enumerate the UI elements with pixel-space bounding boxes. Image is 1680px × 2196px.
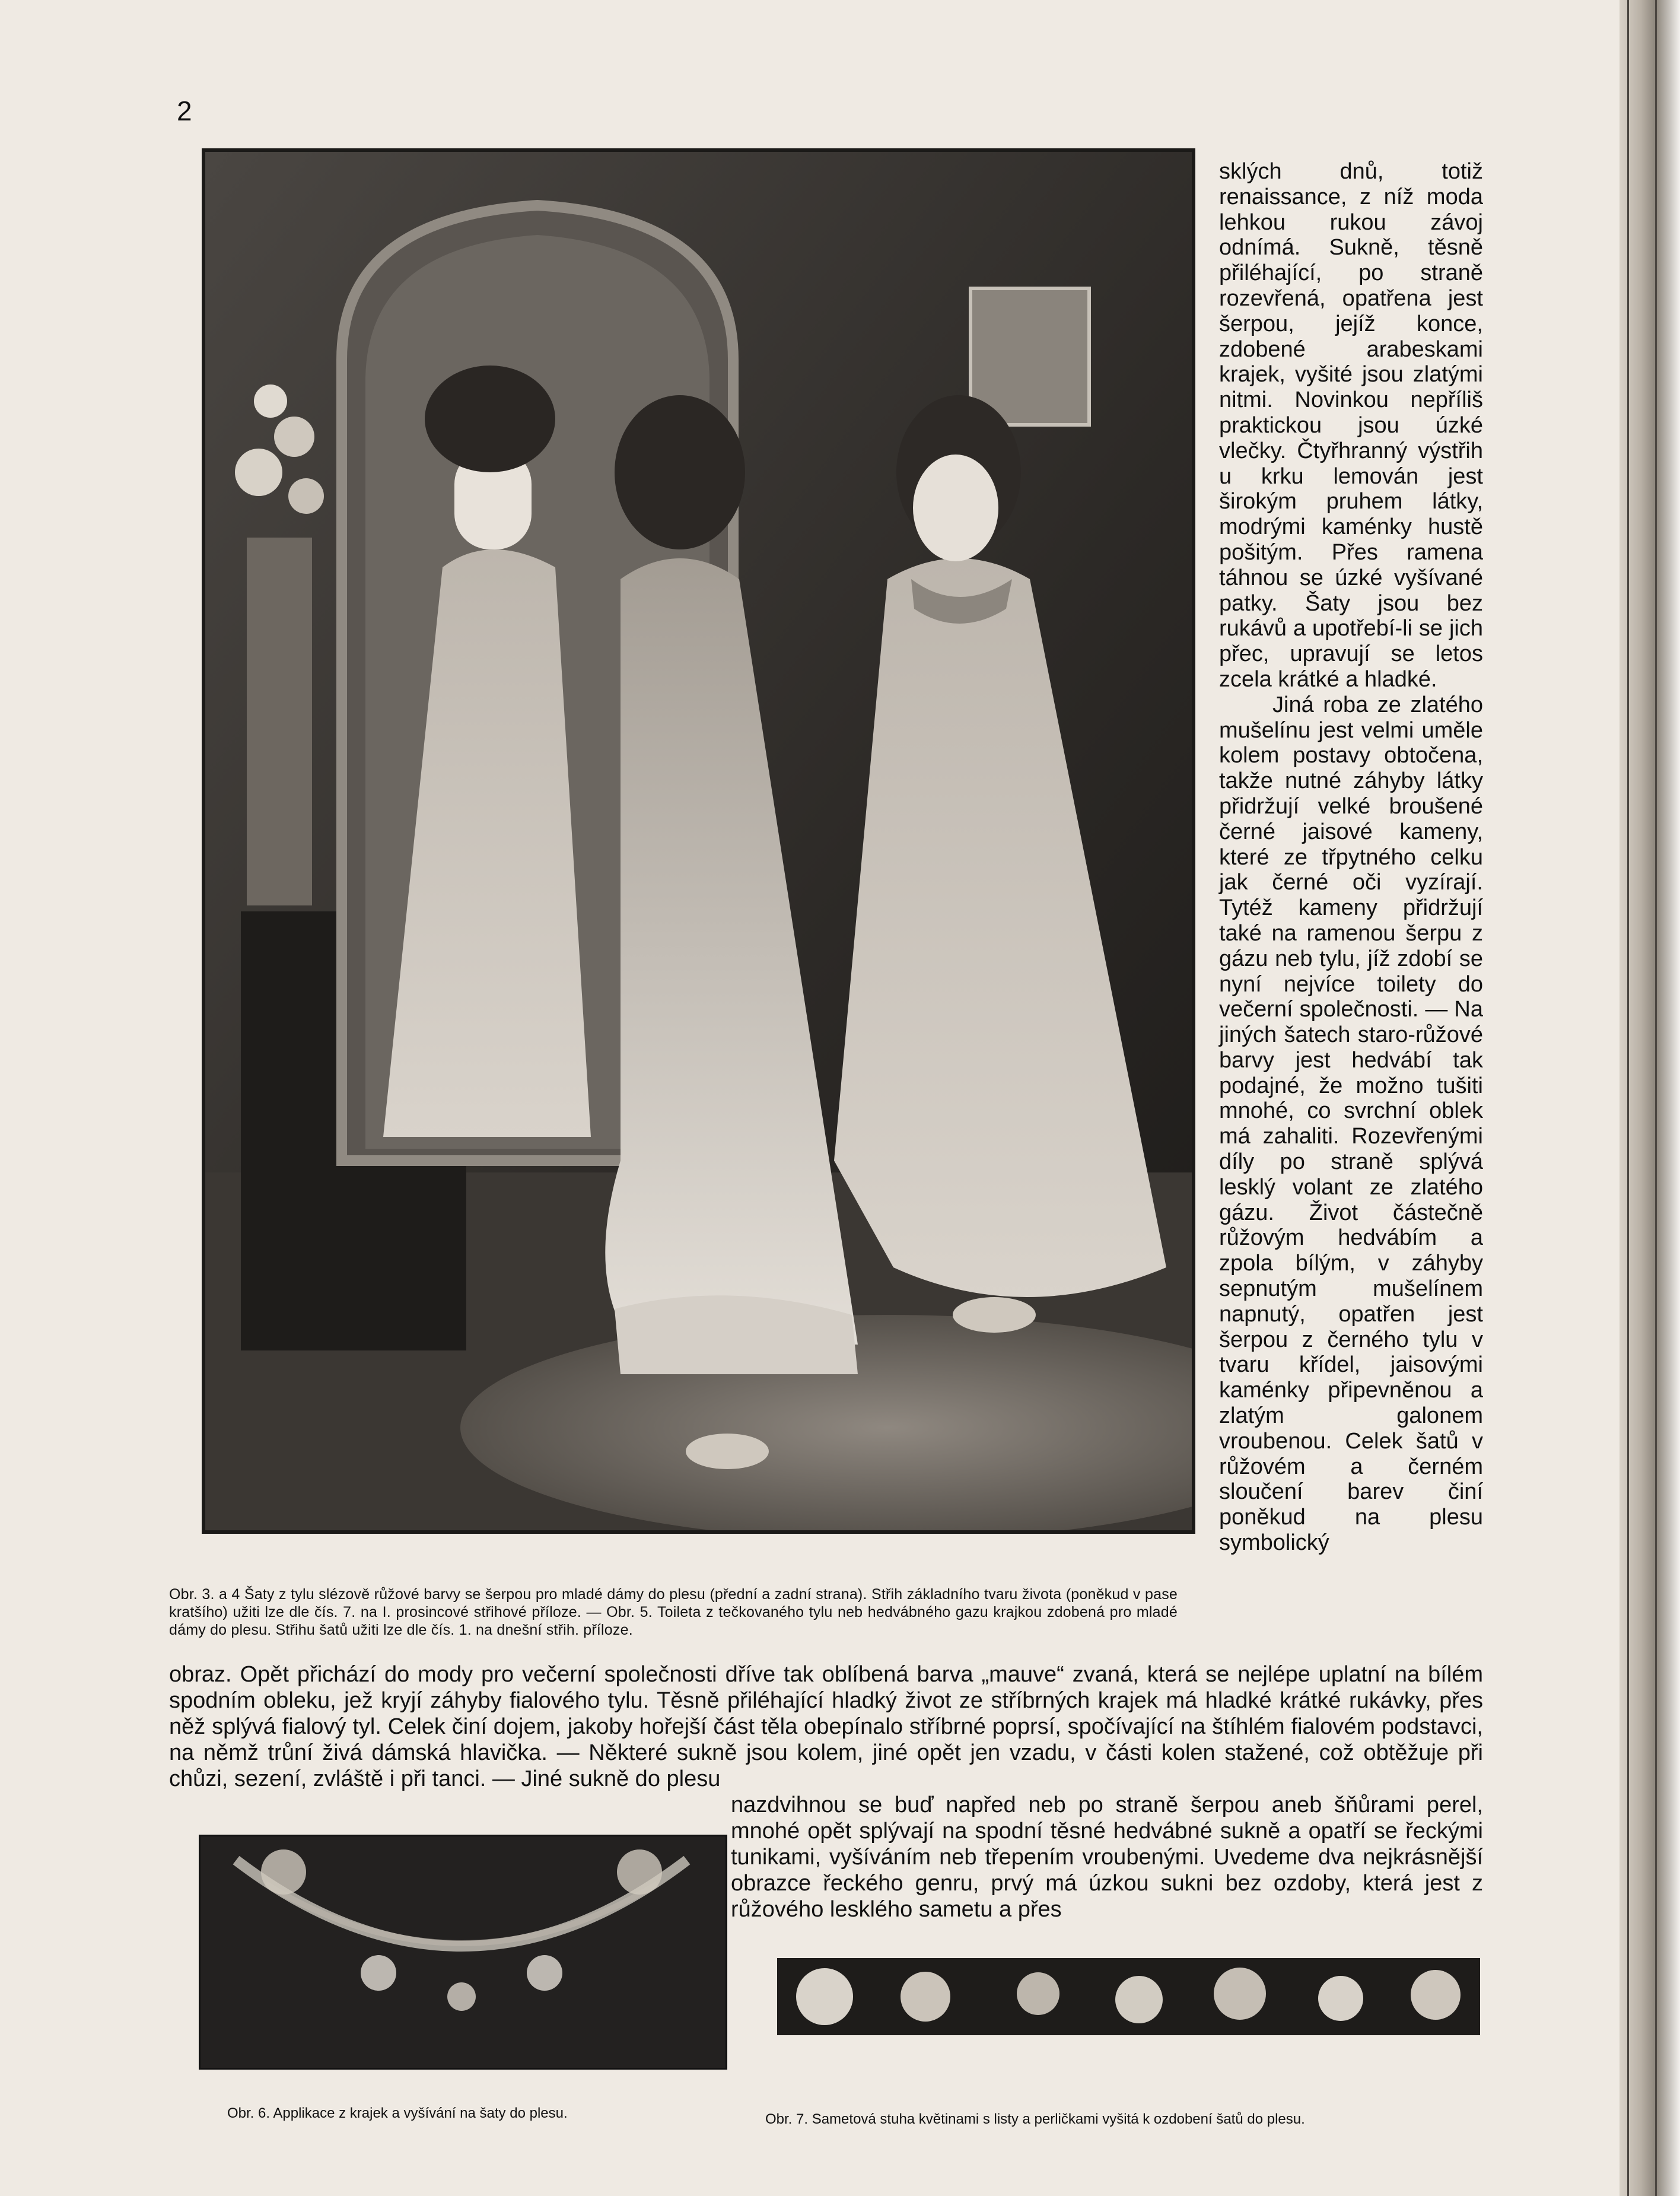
- figure-caption-3-4-5: Obr. 3. a 4 Šaty z tylu slézově růžové barvy se šerpou pro mladé dámy do plesu (přední a zadní strana). Střih základního tvaru života (poněkud v pase kratšího) užiti lze dle čís. 7. na I. prosincové střihové příloze. — Obr. 5. Toileta z tečkovaného tylu neb hedvábného gazu krajkou zdobená pro mladé dámy do plesu. Střihu šatů užiti lze dle čís. 1. na dnešní střih. příloze.: [169, 1586, 1178, 1638]
- velvet-ribbon-image: [777, 1958, 1480, 2035]
- paragraph-1: sklých dnů, totiž renaissance, z níž moda lehkou rukou závoj odnímá. Sukně, těsně přiléhající, po straně rozevřená, opatřena jest šerpou, jejíž konce, zdobené arabeskami krajek, vyšité jsou zlatými nitmi. Novinkou nepříliš praktickou jsou úzké vlečky. Čtyřhranný výstřih u krku lemován jest širokým pruhem látky, modrými kaménky hustě pošitým. Přes ramena táhnou se úzké vyšívané patky. Šaty jsou bez rukávů a upotřebí-li se jich přec, upravují se letos zcela krátké a hladké.: [1219, 159, 1483, 692]
- spine-line-right: [1655, 0, 1657, 2196]
- page-number: 2: [177, 96, 192, 126]
- figure-7-caption: Obr. 7. Sametová stuha květinami s listy a perličkami vyšitá k ozdobení šatů do plesu.: [765, 2111, 1305, 2127]
- lace-applique-image: [199, 1835, 727, 2070]
- fashion-plate-image: [202, 148, 1195, 1534]
- fashion-plate-illustration: [205, 152, 1192, 1530]
- lace-applique-illustration: [201, 1836, 722, 2064]
- full-width-paragraph: [169, 1661, 1483, 1792]
- paragraph-2: Jiná roba ze zlatého mušelínu jest velmi uměle kolem postavy obtočena, takže nutné záhyby látky přidržují velké broušené černé jaisové kameny, které ze třpytného celku jak černé oči vyzírají. Tytéž kameny přidržují také na ramenou šerpu z gázu neb tylu, jíž zdobí se nyní nejvíce toilety do večerní společnosti. — Na jiných šatech staro-růžové barvy jest hedvábí tak podajné, že možno tušiti mnohé, co svrchní oblek má zahaliti. Rozevřenými díly po straně splývá lesklý volant ze zlatého gázu. Život částečně růžovým hedvábím a zpola bílým, v záhyby sepnutým mušelínem napnutý, opatřen jest šerpou z černého tylu v tvaru křídel, jaisovými kaménky připevněnou a zlatým galonem vroubenou. Celek šatů v růžovém a černém sloučení barev činí poněkud na plesu symbolický: [1219, 692, 1483, 1556]
- velvet-ribbon-illustration: [777, 1958, 1480, 2035]
- lower-right-paragraph: [731, 1792, 1483, 1922]
- full-width-text: obraz. Opět přichází do mody pro večerní společnosti dříve tak oblíbená barva „mauve“ zvaná, která se nejlépe uplatní na bílém spodním obleku, jež kryjí záhyby fialového tylu. Těsně přiléhající hladký život ze stříbrných krajek má hladké krátké rukávky, přes něž splývá fialový tyl. Celek činí dojem, jakoby hořejší část těla obepínalo stříbrné poprsí, spočívající na štíhlém fialovém podstavci, na němž trůní živá dámská hlavička. — Některé sukně jsou kolem, jiné opět jen vzadu, v části kolen stažené, což obtěžuje při chůzi, sezení, zvláště i při tanci. — Jiné sukně do plesu: [169, 1662, 1483, 1791]
- right-column-text: [1219, 159, 1483, 1556]
- spine-line-left: [1627, 0, 1629, 2196]
- lower-right-text: nazdvihnou se buď napřed neb po straně šerpou aneb šňůrami perel, mnohé opět splývají na spodní těsné hedvábné sukně a opatří se řeckými tunikami, vyšíváním neb třepením vroubenými. Uvedeme dva nejkrásnější obrazce řeckého genru, prvý má úzkou sukni bez ozdoby, která jest z růžového lesklého sametu a přes: [731, 1793, 1483, 1922]
- figure-6-caption: Obr. 6. Applikace z krajek a vyšívání na šaty do plesu.: [227, 2105, 568, 2121]
